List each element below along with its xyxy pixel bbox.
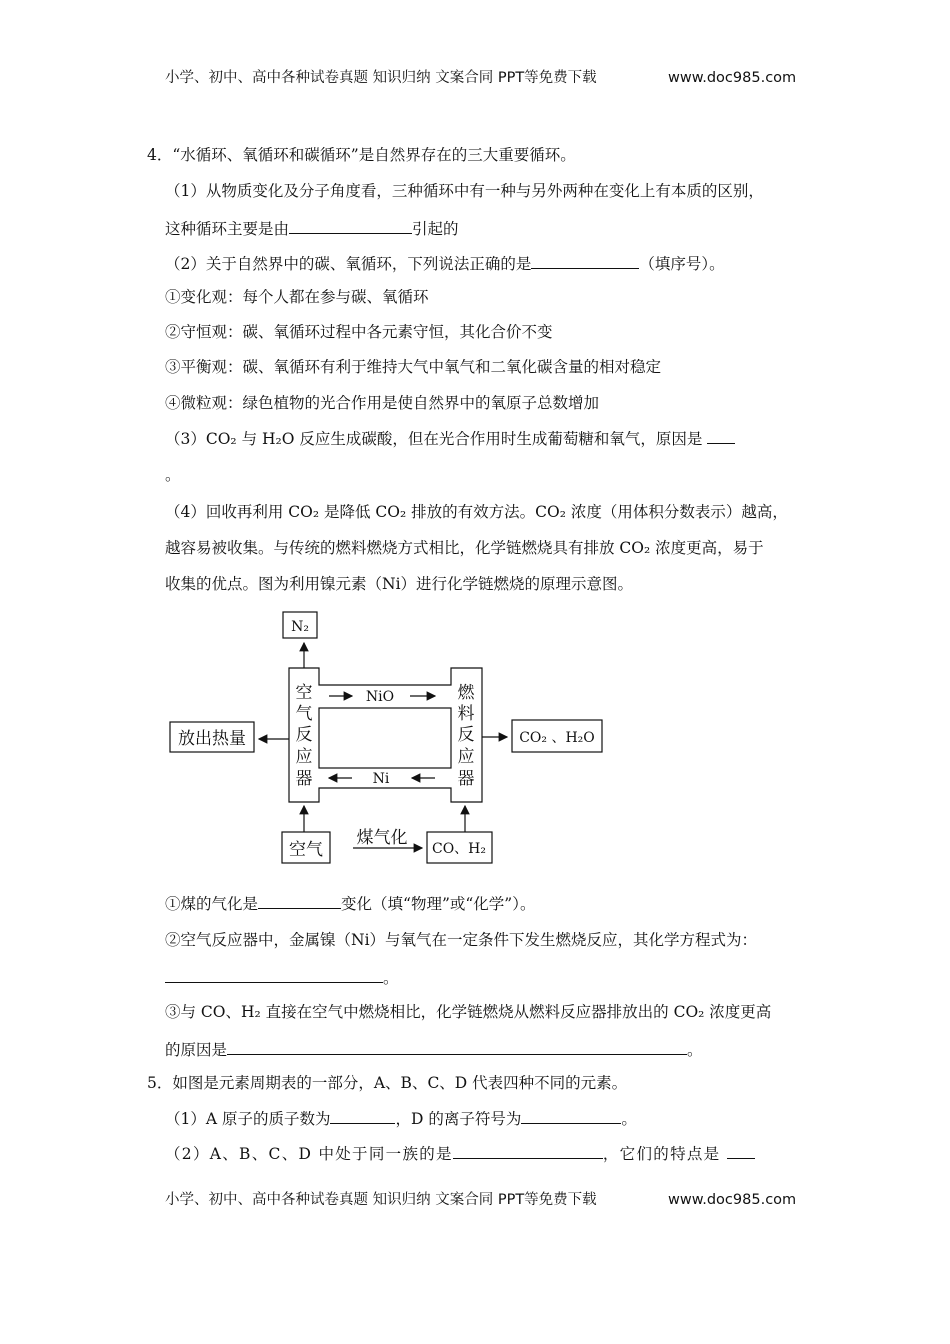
fuel-reactor-char: 料: [457, 704, 475, 724]
text: 变化（填“物理”或“化学”）。: [341, 895, 536, 913]
nio-label: NiO: [365, 689, 395, 705]
q4-p1a: （1）从物质变化及分子角度看，三种循环中有一种与另外两种在变化上有本质的区别，: [165, 182, 764, 200]
header-site: www.doc985.com: [668, 70, 797, 86]
text: 。: [687, 1041, 703, 1059]
answer-blank[interactable]: [727, 1143, 755, 1159]
header-text: 小学、初中、高中各种试卷真题 知识归纳 文案合同 PPT等免费下载: [165, 70, 597, 86]
fuel-reactor-char: 燃: [457, 683, 475, 703]
option-1: ①变化观：每个人都在参与碳、氧循环: [165, 288, 429, 306]
q4-s3a: ③与 CO、H₂ 直接在空气中燃烧相比，化学链燃烧从燃料反应器排放出的 CO₂ 浓度更高: [165, 1003, 772, 1021]
q5-p1: [165, 1108, 637, 1129]
syngas-label: CO、H₂: [431, 841, 487, 857]
option-2: ②守恒观：碳、氧循环过程中各元素守恒，其化合价不变: [165, 323, 553, 341]
air-reactor-char: 器: [295, 769, 313, 789]
air-reactor-char: 气: [295, 704, 313, 724]
q5-stem: 5．如图是元素周期表的一部分，A、B、C、D 代表四种不同的元素。: [147, 1074, 628, 1092]
n2-label: N₂: [291, 619, 309, 635]
answer-blank[interactable]: [330, 1108, 395, 1124]
q4-p4b: 越容易被收集。与传统的燃料燃烧方式相比，化学链燃烧具有排放 CO₂ 浓度更高，易于: [165, 539, 764, 557]
inner-rect: [319, 708, 451, 768]
answer-blank[interactable]: [258, 893, 341, 909]
products-label: CO₂ 、H₂O: [519, 730, 595, 746]
q4-s3b: [165, 1039, 703, 1060]
q4-s2-answer: [165, 967, 399, 988]
text: 。: [383, 969, 399, 987]
answer-blank[interactable]: [165, 967, 383, 983]
air-reactor-char: 反: [295, 725, 313, 745]
q4-p4c: 收集的优点。图为利用镍元素（Ni）进行化学链燃烧的原理示意图。: [165, 575, 634, 593]
footer-site: www.doc985.com: [668, 1192, 797, 1208]
q4-s1: [165, 893, 535, 914]
option-4: ④微粒观：绿色植物的光合作用是使自然界中的氧原子总数增加: [165, 394, 600, 412]
ni-label: Ni: [372, 771, 390, 787]
answer-blank[interactable]: [521, 1108, 621, 1124]
air-reactor-char: 应: [295, 747, 313, 767]
text: 。: [621, 1110, 637, 1128]
air-label: 空气: [289, 840, 323, 860]
q4-p4a: （4）回收再利用 CO₂ 是降低 CO₂ 排放的有效方法。CO₂ 浓度（用体积分数表示）越高，: [165, 503, 788, 521]
gasify-label: 煤气化: [356, 828, 408, 848]
text: 引起的: [412, 220, 459, 238]
q4-s2: ②空气反应器中，金属镍（Ni）与氧气在一定条件下发生燃烧反应，其化学方程式为：: [165, 931, 758, 949]
text: ①煤的气化是: [165, 895, 259, 913]
text: （2）A、B、C、D 中处于同一族的是: [165, 1145, 453, 1163]
fuel-reactor-char: 应: [457, 747, 475, 767]
answer-blank[interactable]: [227, 1039, 687, 1055]
text: 这种循环主要是由: [165, 220, 290, 238]
text: （2）关于自然界中的碳、氧循环，下列说法正确的是: [165, 255, 532, 273]
q4-stem: 4．“水循环、氧循环和碳循环”是自然界存在的三大重要循环。: [147, 146, 576, 164]
text: （1）A 原子的质子数为: [165, 1110, 331, 1128]
fuel-reactor-char: 反: [457, 725, 475, 745]
text: （填序号）。: [639, 255, 725, 273]
air-reactor-char: 空: [295, 683, 313, 703]
option-3: ③平衡观：碳、氧循环有利于维持大气中氧气和二氧化碳含量的相对稳定: [165, 358, 662, 376]
q5-p2: [165, 1143, 755, 1164]
q4-p3-end: 。: [165, 466, 181, 484]
heat-label: 放出热量: [178, 729, 246, 749]
text: ，D 的离子符号为: [395, 1110, 522, 1128]
text: （3）CO₂ 与 H₂O 反应生成碳酸，但在光合作用时生成葡萄糖和氧气，原因是: [165, 430, 703, 448]
text: ，它们的特点是: [602, 1145, 721, 1163]
footer-text: 小学、初中、高中各种试卷真题 知识归纳 文案合同 PPT等免费下载: [165, 1192, 597, 1208]
fuel-reactor-char: 器: [457, 769, 475, 789]
text: 的原因是: [165, 1041, 228, 1059]
answer-blank[interactable]: [453, 1143, 603, 1159]
